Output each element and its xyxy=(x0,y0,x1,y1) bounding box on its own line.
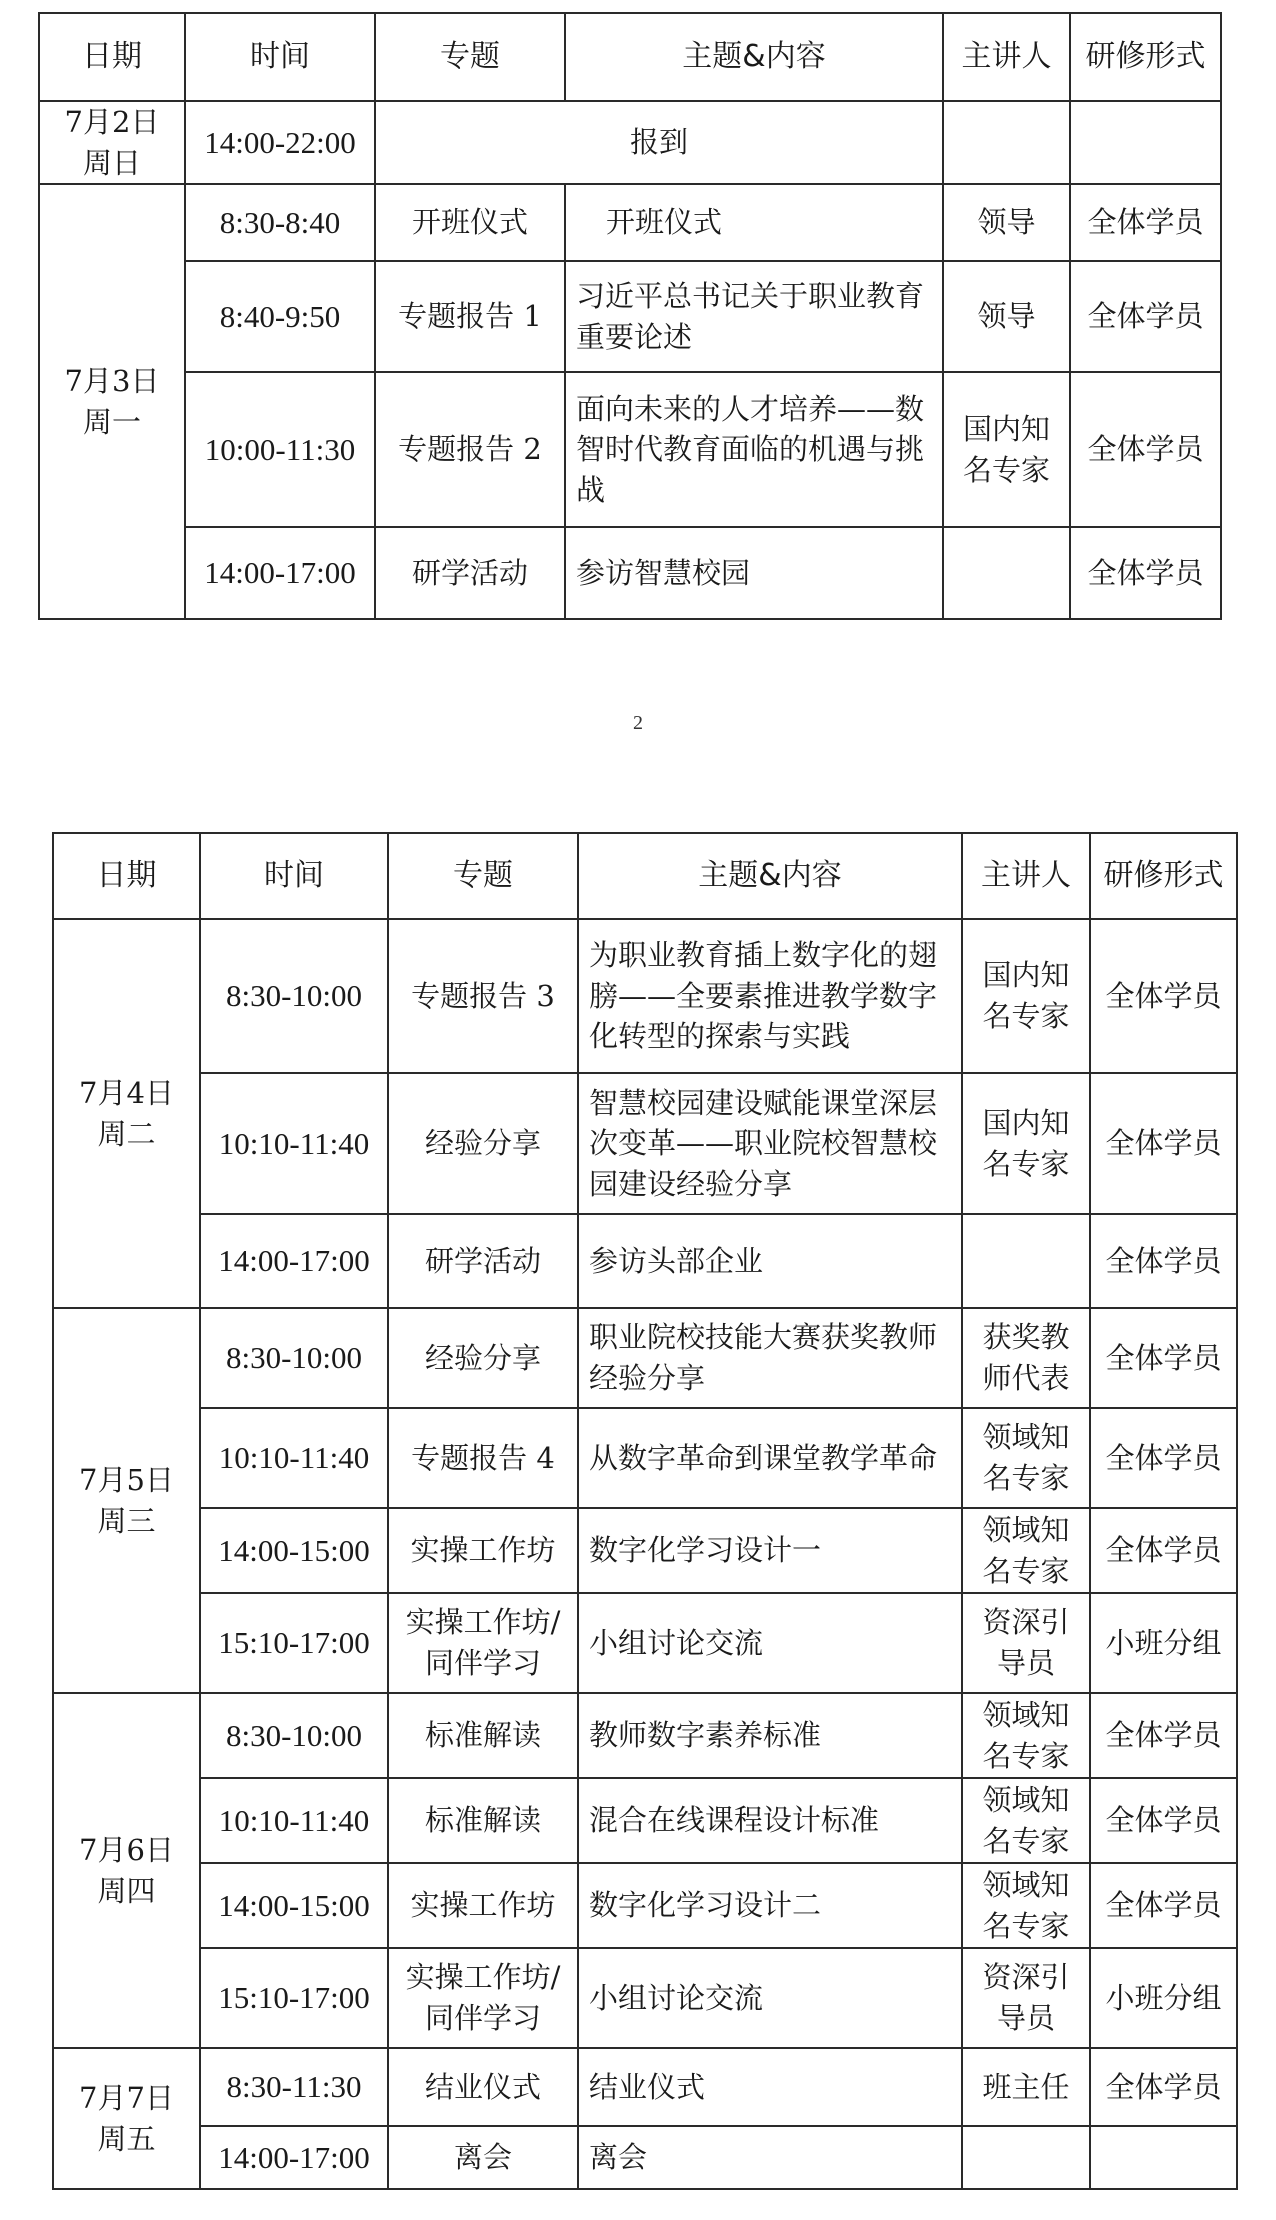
speaker-cell xyxy=(943,101,1070,184)
table-row xyxy=(53,1214,1237,1308)
table-row xyxy=(53,1948,1237,2048)
time-cell: 8:30-10:00 xyxy=(200,1308,388,1408)
date-text: 7月3日 xyxy=(64,364,160,399)
table-row xyxy=(53,1308,1237,1408)
date-text: 7月4日 xyxy=(79,1075,174,1110)
header-time: 时间 xyxy=(185,13,375,101)
table-row xyxy=(53,1593,1237,1693)
format-cell: 全体学员 xyxy=(1090,1863,1237,1948)
time-cell: 14:00-15:00 xyxy=(200,1863,388,1948)
content-cell: 开班仪式 xyxy=(565,184,943,261)
format-cell xyxy=(1070,101,1221,184)
format-cell xyxy=(1090,2126,1237,2189)
content-cell: 离会 xyxy=(578,2126,962,2189)
content-cell: 参访智慧校园 xyxy=(565,527,943,619)
content-cell: 从数字革命到课堂教学革命 xyxy=(578,1408,962,1508)
time-cell: 15:10-17:00 xyxy=(200,1948,388,2048)
schedule-table-1 xyxy=(38,12,1222,620)
time-cell: 14:00-17:00 xyxy=(185,527,375,619)
date-text: 7月2日 xyxy=(64,105,160,139)
header-speaker: 主讲人 xyxy=(962,833,1090,919)
content-cell: 教师数字素养标准 xyxy=(578,1693,962,1778)
topic-cell: 专题报告 3 xyxy=(388,919,578,1073)
table-row xyxy=(53,1073,1237,1214)
content-cell: 面向未来的人才培养——数智时代教育面临的机遇与挑战 xyxy=(565,372,943,527)
header-time: 时间 xyxy=(200,833,388,919)
topic-cell: 标准解读 xyxy=(388,1693,578,1778)
header-content: 主题&内容 xyxy=(578,833,962,919)
content-cell: 习近平总书记关于职业教育重要论述 xyxy=(565,261,943,372)
topic-cell: 专题报告 4 xyxy=(388,1408,578,1508)
header-format: 研修形式 xyxy=(1090,833,1237,919)
table-row xyxy=(53,2126,1237,2189)
speaker-cell: 领域知名专家 xyxy=(962,1408,1090,1508)
content-cell: 职业院校技能大赛获奖教师经验分享 xyxy=(578,1308,962,1408)
header-format: 研修形式 xyxy=(1070,13,1221,101)
weekday-text: 周四 xyxy=(97,1873,156,1908)
time-cell: 8:30-11:30 xyxy=(200,2048,388,2126)
speaker-cell: 领域知名专家 xyxy=(962,1778,1090,1863)
content-cell: 小组讨论交流 xyxy=(578,1593,962,1693)
topic-cell: 实操工作坊/同伴学习 xyxy=(388,1948,578,2048)
format-cell: 全体学员 xyxy=(1090,1073,1237,1214)
weekday-text: 周五 xyxy=(97,2121,156,2156)
format-cell: 全体学员 xyxy=(1070,261,1221,372)
table-row xyxy=(39,527,1221,619)
speaker-cell: 国内知名专家 xyxy=(962,1073,1090,1214)
time-cell: 14:00-22:00 xyxy=(185,101,375,184)
time-cell: 10:10-11:40 xyxy=(200,1778,388,1863)
content-cell: 结业仪式 xyxy=(578,2048,962,2126)
table-row xyxy=(39,372,1221,527)
content-cell: 数字化学习设计二 xyxy=(578,1863,962,1948)
content-cell: 报到 xyxy=(375,101,943,184)
format-cell: 全体学员 xyxy=(1070,184,1221,261)
header-row xyxy=(39,13,1221,101)
content-cell: 参访头部企业 xyxy=(578,1214,962,1308)
topic-cell: 标准解读 xyxy=(388,1778,578,1863)
time-cell: 10:00-11:30 xyxy=(185,372,375,527)
date-text: 7月6日 xyxy=(79,1832,174,1867)
speaker-cell xyxy=(962,1214,1090,1308)
time-cell: 15:10-17:00 xyxy=(200,1593,388,1693)
topic-cell: 研学活动 xyxy=(388,1214,578,1308)
format-cell: 全体学员 xyxy=(1090,919,1237,1073)
table-row xyxy=(53,1693,1237,1778)
topic-cell: 经验分享 xyxy=(388,1073,578,1214)
format-cell: 全体学员 xyxy=(1070,372,1221,527)
content-cell: 数字化学习设计一 xyxy=(578,1508,962,1593)
header-row xyxy=(53,833,1237,919)
date-text: 7月5日 xyxy=(79,1462,174,1497)
time-cell: 14:00-15:00 xyxy=(200,1508,388,1593)
topic-cell: 实操工作坊 xyxy=(388,1508,578,1593)
format-cell: 全体学员 xyxy=(1090,1693,1237,1778)
time-cell: 14:00-17:00 xyxy=(200,1214,388,1308)
table-row xyxy=(53,1863,1237,1948)
time-cell: 14:00-17:00 xyxy=(200,2126,388,2189)
table-row xyxy=(53,2048,1237,2126)
weekday-text: 周二 xyxy=(97,1116,156,1151)
time-cell: 10:10-11:40 xyxy=(200,1408,388,1508)
speaker-cell: 领域知名专家 xyxy=(962,1508,1090,1593)
speaker-cell xyxy=(943,527,1070,619)
time-cell: 10:10-11:40 xyxy=(200,1073,388,1214)
format-cell: 全体学员 xyxy=(1070,527,1221,619)
topic-cell: 离会 xyxy=(388,2126,578,2189)
topic-cell: 专题报告 1 xyxy=(375,261,565,372)
speaker-cell: 资深引导员 xyxy=(962,1948,1090,2048)
date-cell xyxy=(53,919,200,1308)
content-cell: 为职业教育插上数字化的翅膀——全要素推进教学数字化转型的探索与实践 xyxy=(578,919,962,1073)
speaker-cell: 领导 xyxy=(943,261,1070,372)
speaker-cell: 领域知名专家 xyxy=(962,1863,1090,1948)
format-cell: 全体学员 xyxy=(1090,1778,1237,1863)
content-cell: 混合在线课程设计标准 xyxy=(578,1778,962,1863)
speaker-cell: 领导 xyxy=(943,184,1070,261)
table-row xyxy=(39,261,1221,372)
weekday-text: 周三 xyxy=(97,1503,156,1538)
time-cell: 8:40-9:50 xyxy=(185,261,375,372)
topic-cell: 专题报告 2 xyxy=(375,372,565,527)
date-cell xyxy=(53,2048,200,2189)
date-cell xyxy=(53,1693,200,2048)
page-number: 2 xyxy=(633,712,643,734)
speaker-cell: 资深引导员 xyxy=(962,1593,1090,1693)
weekday-text: 周日 xyxy=(82,145,141,180)
format-cell: 全体学员 xyxy=(1090,2048,1237,2126)
speaker-cell: 领域知名专家 xyxy=(962,1693,1090,1778)
table-row xyxy=(53,1408,1237,1508)
table-row xyxy=(53,1508,1237,1593)
time-cell: 8:30-10:00 xyxy=(200,919,388,1073)
header-speaker: 主讲人 xyxy=(943,13,1070,101)
time-cell: 8:30-10:00 xyxy=(200,1693,388,1778)
format-cell: 全体学员 xyxy=(1090,1214,1237,1308)
speaker-cell: 获奖教师代表 xyxy=(962,1308,1090,1408)
table-row xyxy=(53,1778,1237,1863)
date-cell xyxy=(53,1308,200,1693)
format-cell: 全体学员 xyxy=(1090,1508,1237,1593)
topic-cell: 研学活动 xyxy=(375,527,565,619)
weekday-text: 周一 xyxy=(82,404,141,439)
speaker-cell: 班主任 xyxy=(962,2048,1090,2126)
table-row xyxy=(39,101,1221,184)
speaker-cell: 国内知名专家 xyxy=(943,372,1070,527)
topic-cell: 实操工作坊 xyxy=(388,1863,578,1948)
topic-cell: 经验分享 xyxy=(388,1308,578,1408)
date-cell xyxy=(39,101,185,184)
format-cell: 全体学员 xyxy=(1090,1308,1237,1408)
header-content: 主题&内容 xyxy=(565,13,943,101)
topic-cell: 结业仪式 xyxy=(388,2048,578,2126)
content-cell: 智慧校园建设赋能课堂深层次变革——职业院校智慧校园建设经验分享 xyxy=(578,1073,962,1214)
speaker-cell xyxy=(962,2126,1090,2189)
time-cell: 8:30-8:40 xyxy=(185,184,375,261)
table-row xyxy=(39,184,1221,261)
format-cell: 小班分组 xyxy=(1090,1948,1237,2048)
speaker-cell: 国内知名专家 xyxy=(962,919,1090,1073)
header-date: 日期 xyxy=(39,13,185,101)
topic-cell: 实操工作坊/同伴学习 xyxy=(388,1593,578,1693)
header-topic: 专题 xyxy=(388,833,578,919)
format-cell: 全体学员 xyxy=(1090,1408,1237,1508)
date-text: 7月7日 xyxy=(79,2080,174,2115)
header-date: 日期 xyxy=(53,833,200,919)
content-cell: 小组讨论交流 xyxy=(578,1948,962,2048)
schedule-table-2 xyxy=(52,832,1238,2190)
format-cell: 小班分组 xyxy=(1090,1593,1237,1693)
table-row xyxy=(53,919,1237,1073)
header-topic: 专题 xyxy=(375,13,565,101)
date-cell xyxy=(39,184,185,619)
topic-cell: 开班仪式 xyxy=(375,184,565,261)
